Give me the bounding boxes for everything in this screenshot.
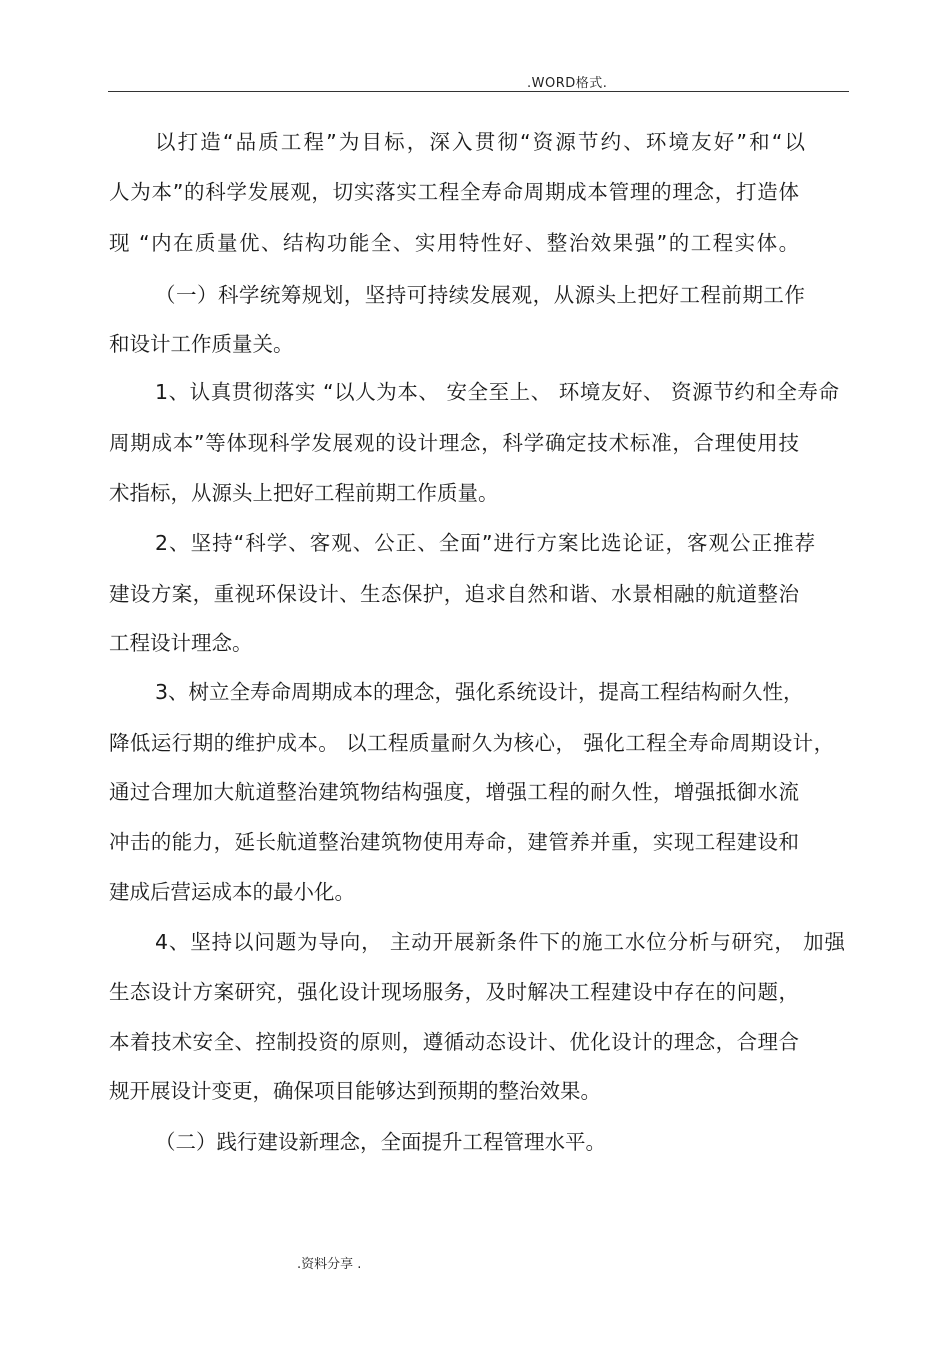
body-line: 降低运行期的维护成本。 以工程质量耐久为核心， 强化工程全寿命周期设计， bbox=[109, 731, 835, 755]
body-line: 术指标，从源头上把好工程前期工作质量。 bbox=[109, 481, 499, 505]
body-line: 建成后营运成本的最小化。 bbox=[109, 880, 355, 904]
section-heading: 和设计工作质量关。 bbox=[109, 332, 294, 356]
body-line: 生态设计方案研究，强化设计现场服务，及时解决工程建设中存在的问题， bbox=[109, 980, 800, 1004]
body-line: 人为本”的科学发展观，切实落实工程全寿命周期成本管理的理念，打造体 bbox=[109, 180, 800, 204]
section-heading: （一）科学统筹规划，坚持可持续发展观，从源头上把好工程前期工作 bbox=[155, 283, 806, 307]
body-line: 规开展设计变更，确保项目能够达到预期的整治效果。 bbox=[109, 1079, 601, 1103]
body-line: 4、坚持以问题为导向， 主动开展新条件下的施工水位分析与研究， 加强 bbox=[155, 930, 846, 954]
page-footer: .资料分享 . bbox=[297, 1257, 362, 1272]
header-divider bbox=[108, 91, 849, 92]
body-line: 以打造“品质工程”为目标，深入贯彻“资源节约、环境友好”和“以 bbox=[155, 130, 808, 154]
body-line: 冲击的能力，延长航道整治建筑物使用寿命，建管养并重，实现工程建设和 bbox=[109, 830, 800, 854]
body-line: 3、树立全寿命周期成本的理念，强化系统设计，提高工程结构耐久性， bbox=[155, 680, 804, 704]
section-heading: （二）践行建设新理念，全面提升工程管理水平。 bbox=[155, 1130, 606, 1154]
body-line: 建设方案，重视环保设计、生态保护，追求自然和谐、水景相融的航道整治 bbox=[109, 582, 800, 606]
body-line: 2、坚持“科学、客观、公正、全面”进行方案比选论证，客观公正推荐 bbox=[155, 531, 817, 555]
body-line: 现 “内在质量优、结构功能全、实用特性好、整治效果强”的工程实体。 bbox=[109, 231, 801, 255]
body-line: 通过合理加大航道整治建筑物结构强度，增强工程的耐久性，增强抵御水流 bbox=[109, 780, 800, 804]
body-line: 本着技术安全、控制投资的原则，遵循动态设计、优化设计的理念，合理合 bbox=[109, 1030, 800, 1054]
body-line: 1、认真贯彻落实 “以人为本、 安全至上、 环境友好、 资源节约和全寿命 bbox=[155, 380, 840, 404]
body-line: 周期成本”等体现科学发展观的设计理念，科学确定技术标准，合理使用技 bbox=[109, 431, 800, 455]
body-line: 工程设计理念。 bbox=[109, 631, 253, 655]
header-label: .WORD格式. bbox=[527, 76, 608, 91]
